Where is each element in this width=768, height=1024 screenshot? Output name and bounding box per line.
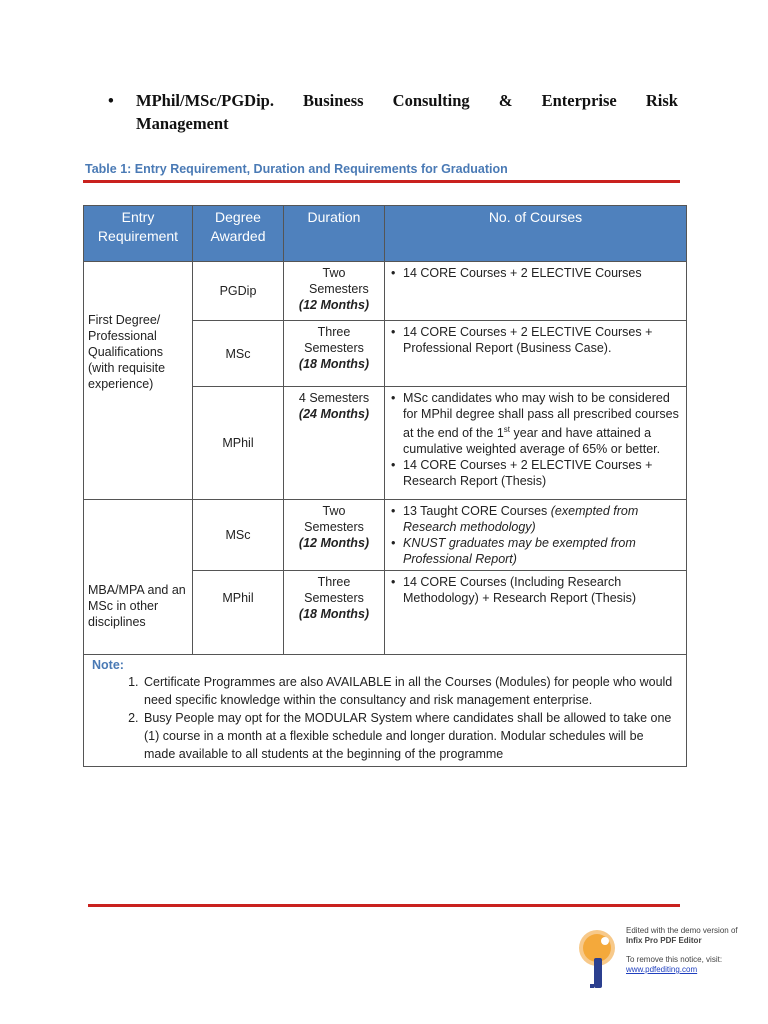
heading-word: & bbox=[498, 91, 513, 110]
course-text: MSc candidates who may wish to be considered for MPhil degree shall pass all prescribed courses at the end of the 1 bbox=[403, 391, 679, 441]
list-item: • 14 CORE Courses (Including Research Methodology) + Research Report (Thesis) bbox=[403, 574, 682, 606]
header-degree-awarded: Degree Awarded bbox=[193, 206, 284, 262]
duration-text: 4 Semesters bbox=[298, 391, 370, 405]
heading-word: MPhil/MSc/PGDip. bbox=[136, 91, 274, 110]
list-item: • 14 CORE Courses + 2 ELECTIVE Courses bbox=[403, 265, 682, 281]
note-cell bbox=[84, 655, 687, 767]
list-item bbox=[403, 390, 682, 457]
table-header-row bbox=[84, 206, 687, 262]
duration-cell bbox=[284, 500, 385, 571]
duration-months: (18 Months) bbox=[298, 357, 370, 371]
heading-line-1 bbox=[136, 89, 678, 112]
heading-line-2: Management bbox=[136, 114, 229, 133]
duration-text: Three Semesters bbox=[304, 575, 364, 605]
header-duration: Duration bbox=[284, 206, 385, 262]
course-text-italic: (exempted from Research methodology) bbox=[403, 504, 639, 534]
note-list bbox=[92, 673, 678, 763]
courses-cell bbox=[385, 571, 687, 655]
note-title: Note: bbox=[92, 658, 124, 672]
table-caption: Table 1: Entry Requirement, Duration and Requirements for Graduation bbox=[85, 162, 508, 176]
list-item bbox=[403, 503, 682, 535]
list-item: • KNUST graduates may be exempted from Professional Report) bbox=[403, 535, 682, 567]
list-item: 2. Busy People may opt for the MODULAR System where candidates shall be allowed to take one (1) course in a month at a flexible schedule and longer duration. Modular schedules will be made available to all students at the beginning of the programme bbox=[142, 709, 678, 763]
header-entry-requirement: Entry Requirement bbox=[84, 206, 193, 262]
duration-months: (12 Months) bbox=[298, 536, 370, 550]
duration-cell bbox=[284, 321, 385, 387]
demo-notice-link[interactable]: www.pdfediting.com bbox=[626, 965, 698, 974]
footer-rule bbox=[88, 904, 680, 907]
courses-cell bbox=[385, 500, 687, 571]
degree-cell: MPhil bbox=[193, 387, 284, 500]
requirements-table bbox=[83, 205, 687, 767]
list-item: 1. Certificate Programmes are also AVAILABLE in all the Courses (Modules) for people who would need specific knowledge within the consultancy and risk management enterprise. bbox=[142, 673, 678, 709]
list-item: • 14 CORE Courses + 2 ELECTIVE Courses + Research Report (Thesis) bbox=[403, 457, 682, 489]
course-text: 13 Taught CORE Courses bbox=[403, 504, 551, 518]
demo-notice bbox=[626, 926, 766, 975]
infix-logo-icon bbox=[577, 928, 621, 992]
heading-word: Risk bbox=[645, 91, 678, 110]
duration-text: Three Semesters bbox=[304, 325, 364, 355]
duration-cell bbox=[284, 262, 385, 321]
degree-cell: MSc bbox=[193, 321, 284, 387]
heading-word: Enterprise bbox=[541, 91, 617, 110]
table-row bbox=[84, 500, 687, 571]
note-row bbox=[84, 655, 687, 767]
duration-months: (24 Months) bbox=[298, 407, 370, 421]
entry-cell-first-degree: First Degree/ Professional Qualifications (with requisite experience) bbox=[84, 262, 193, 500]
duration-months: (12 Months) bbox=[298, 298, 370, 312]
list-item: • 14 CORE Courses + 2 ELECTIVE Courses + Professional Report (Business Case). bbox=[403, 324, 682, 356]
demo-notice-text: To remove this notice, visit: bbox=[626, 955, 723, 964]
header-no-of-courses: No. of Courses bbox=[385, 206, 687, 262]
course-text: year and have attained a cumulative weighted average of 65% or better. bbox=[403, 426, 661, 457]
table-row bbox=[84, 262, 687, 321]
duration-months: (18 Months) bbox=[298, 607, 370, 621]
entry-cell-mba-mpa: MBA/MPA and an MSc in other disciplines bbox=[84, 500, 193, 655]
duration-cell bbox=[284, 387, 385, 500]
caption-rule bbox=[83, 180, 680, 183]
degree-cell: MSc bbox=[193, 500, 284, 571]
courses-cell bbox=[385, 387, 687, 500]
courses-cell bbox=[385, 262, 687, 321]
heading-word: Business bbox=[303, 91, 364, 110]
courses-cell bbox=[385, 321, 687, 387]
degree-cell: PGDip bbox=[193, 262, 284, 321]
heading-word: Consulting bbox=[392, 91, 470, 110]
course-sup: st bbox=[503, 425, 511, 434]
demo-notice-product: Infix Pro PDF Editor bbox=[626, 936, 702, 945]
bullet-icon: • bbox=[108, 91, 114, 110]
degree-cell: MPhil bbox=[193, 571, 284, 655]
duration-text: Two Semesters bbox=[304, 504, 364, 534]
demo-notice-text: Edited with the demo version of bbox=[626, 926, 738, 935]
duration-text: Two Semesters bbox=[309, 266, 369, 296]
duration-cell bbox=[284, 571, 385, 655]
